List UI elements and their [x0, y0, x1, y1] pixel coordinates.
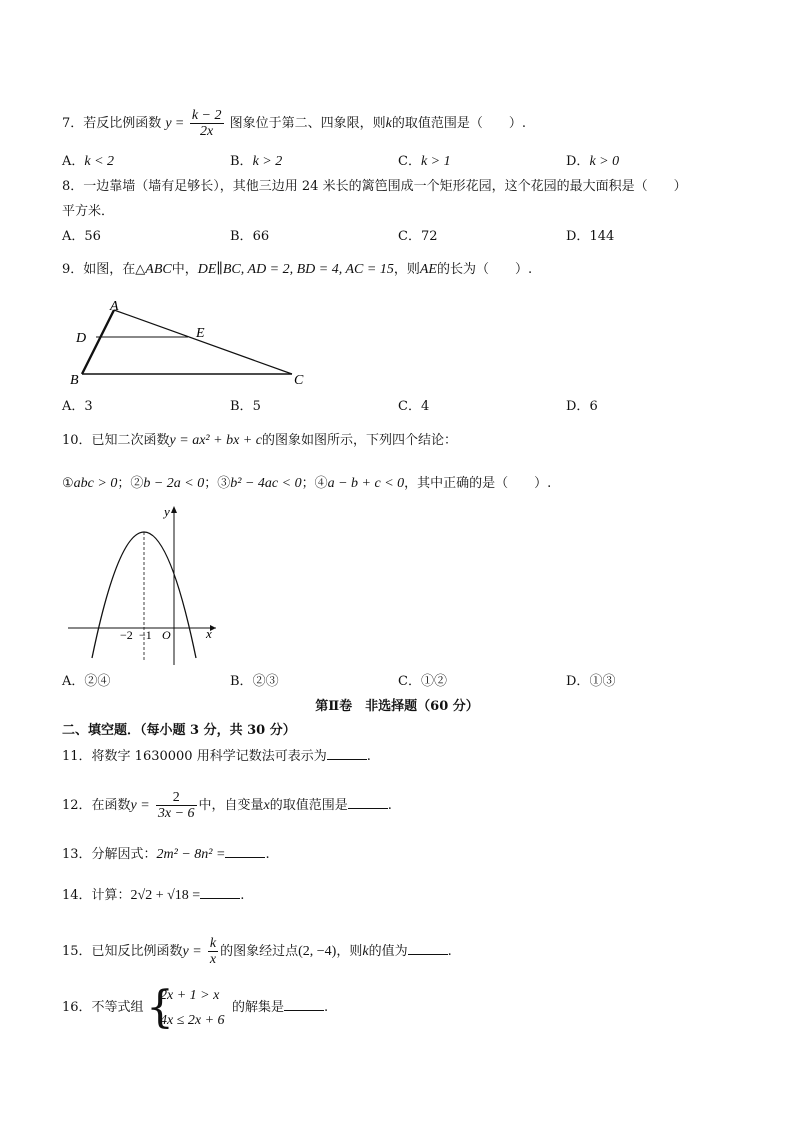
q10-line2: ①abc > 0；②b − 2a < 0；③b² − 4ac < 0；④a − b + c < 0，其中正确的是（ ）.: [62, 476, 552, 491]
q8-line2: 平方米．: [62, 204, 115, 219]
q7-eq: =: [175, 116, 184, 131]
q7-option-d[interactable]: D．k > 0: [566, 154, 620, 169]
q7-prefix: 7．若反比例函数: [62, 116, 162, 131]
q15: 15．已知反比例函数y = $\frac{k}{x}$ 的图象经过点(2, −4)，则k的值为 .: [62, 936, 452, 967]
q10-label-y: y: [164, 504, 170, 519]
q9-option-d[interactable]: D．6: [566, 399, 598, 414]
q10-label-origin: O: [162, 628, 171, 642]
q10-label-x: x: [206, 626, 212, 641]
q12-answer-blank[interactable]: [348, 796, 388, 809]
q9-conditions: DE∥BC, AD = 2, BD = 4, AC = 15: [197, 262, 394, 277]
section-2-title: 第Ⅱ卷 非选择题（60 分）: [315, 699, 479, 714]
q9-label-a: A: [110, 299, 119, 314]
q8-option-a[interactable]: A．56: [62, 229, 101, 244]
q10-label-neg1: −1: [139, 628, 152, 642]
q16-suffix: 的解集是 .: [232, 1000, 329, 1015]
q10-label-neg2: −2: [120, 628, 133, 642]
q7-suffix1: 图象位于第二、四象限，则: [229, 116, 386, 131]
q10-function: y = ax² + bx + c: [169, 433, 262, 448]
q10-option-d[interactable]: D．①③: [566, 674, 616, 689]
q10-option-c[interactable]: C．①②: [398, 674, 447, 689]
q9-triangle-figure: [66, 296, 316, 388]
q9-option-c[interactable]: C．4: [398, 399, 430, 414]
q13: 13．分解因式：2m² − 8n² = .: [62, 847, 270, 862]
q16-answer-blank[interactable]: [284, 998, 324, 1011]
q7-fraction: $\frac{k - 2}{2x}$: [191, 108, 222, 139]
q16-inequality-2: 4x ≤ 2x + 6: [160, 1013, 225, 1028]
q9-option-b[interactable]: B．5: [230, 399, 261, 414]
q9-label-e: E: [196, 326, 205, 341]
q9-label-d: D: [76, 331, 87, 346]
q8-option-c[interactable]: C．72: [398, 229, 438, 244]
q11-answer-blank[interactable]: [327, 747, 367, 760]
q10-option-a[interactable]: A．②④: [62, 674, 111, 689]
q10-option-b[interactable]: B．②③: [230, 674, 279, 689]
q8-line1: 8．一边靠墙（墙有足够长），其他三边用 24 米长的篱笆围成一个矩形花园，这个花园的最大面积是（ ）: [62, 179, 687, 194]
q12: 12．在函数y = $\frac{2}{3x - 6}$ 中，自变量x的取值范围是 .: [62, 790, 392, 821]
q7-option-b[interactable]: B．k > 2: [230, 154, 283, 169]
q9-option-a[interactable]: A．3: [62, 399, 93, 414]
q7-suffix2: 的取值范围是（ ）.: [391, 116, 527, 131]
q9-label-b: B: [70, 373, 79, 388]
q16-brace: {: [146, 982, 174, 1033]
q9-side-ac: [114, 310, 292, 374]
q15-fraction: $\frac{k}{x}$: [209, 936, 217, 967]
q7-stem: [62, 108, 526, 139]
q9-label-c: C: [294, 373, 304, 388]
q16-inequality-1: 2x + 1 > x: [160, 988, 220, 1003]
q16-prefix: 16．不等式组: [62, 1000, 144, 1015]
q9-stem: 9．如图，在△ABC中，DE∥BC, AD = 2, BD = 4, AC = 15，则AE的长为（ ）.: [62, 262, 533, 277]
q13-answer-blank[interactable]: [225, 845, 265, 858]
q10-parabola-figure: [66, 500, 226, 670]
q8-option-d[interactable]: D．144: [566, 229, 615, 244]
q7-k: k: [385, 116, 392, 131]
q11: 11．将数字 1630000 用科学记数法可表示为 .: [62, 749, 371, 764]
q9-side-ab: [82, 310, 114, 374]
q14: 14．计算：2√2 + √18 = .: [62, 888, 245, 903]
q8-option-b[interactable]: B．66: [230, 229, 270, 244]
q7-y: y: [165, 116, 172, 131]
part-2-heading: 二、填空题．（每小题 3 分，共 30 分）: [62, 723, 296, 738]
q15-answer-blank[interactable]: [408, 942, 448, 955]
q7-option-a[interactable]: A．k < 2: [62, 154, 115, 169]
q7-option-c[interactable]: C．k > 1: [398, 154, 451, 169]
q14-answer-blank[interactable]: [200, 886, 240, 899]
q10-line1: 10．已知二次函数y = ax² + bx + c的图象如图所示，下列四个结论：: [62, 433, 457, 448]
q12-fraction: $\frac{2}{3x - 6}$: [157, 790, 195, 821]
